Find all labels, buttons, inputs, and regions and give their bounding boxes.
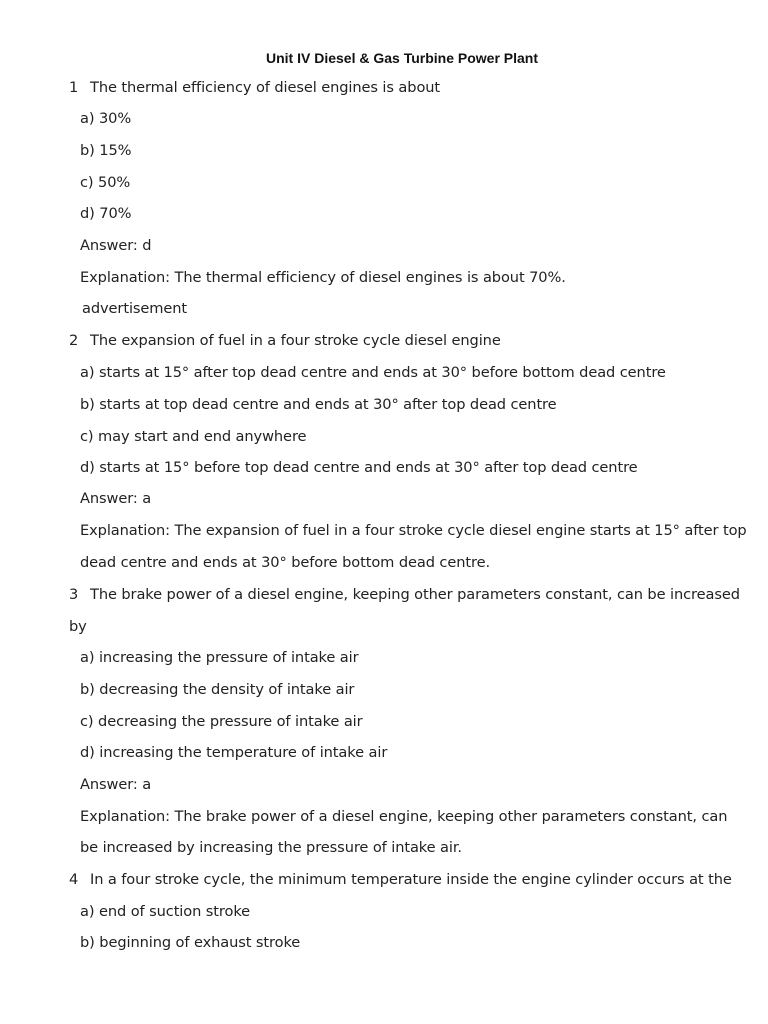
question-text: In a four stroke cycle, the minimum temperature inside the engine cylinder occurs at the [90,871,732,888]
question-number: 1 [69,79,79,96]
document-title: Unit IV Diesel & Gas Turbine Power Plant [265,50,539,66]
option-d: d) starts at 15° before top dead centre and ends at 30° after top dead centre [80,459,638,476]
question-text-continued: by [69,618,87,635]
option-c: c) may start and end anywhere [80,428,307,445]
option-b: b) 15% [80,142,132,159]
question-text: The expansion of fuel in a four stroke cycle diesel engine [90,332,501,349]
option-a: a) 30% [80,110,132,127]
question-2 [69,331,501,351]
option-a: a) starts at 15° after top dead centre and ends at 30° before bottom dead centre [80,364,666,381]
answer: Answer: a [80,490,152,507]
advertisement-label: advertisement [82,300,188,317]
option-d: d) increasing the temperature of intake air [80,744,388,761]
explanation-line: Explanation: The thermal efficiency of diesel engines is about 70%. [80,269,566,286]
question-1 [69,78,440,98]
answer: Answer: a [80,776,152,793]
option-a: a) increasing the pressure of intake air [80,649,359,666]
explanation-line: Explanation: The brake power of a diesel engine, keeping other parameters constant, can [80,808,728,825]
question-4 [69,870,732,890]
question-number: 3 [69,586,79,603]
question-number: 2 [69,332,79,349]
explanation-line: Explanation: The expansion of fuel in a four stroke cycle diesel engine starts at 15° after top [80,522,747,539]
explanation-line: dead centre and ends at 30° before bottom dead centre. [80,554,490,571]
question-number: 4 [69,871,79,888]
option-c: c) 50% [80,174,131,191]
option-d: d) 70% [80,205,132,222]
option-c: c) decreasing the pressure of intake air [80,713,363,730]
question-3 [69,585,740,605]
question-text: The brake power of a diesel engine, keeping other parameters constant, can be increased [90,586,740,603]
option-a: a) end of suction stroke [80,903,251,920]
option-b: b) decreasing the density of intake air [80,681,355,698]
explanation-line: be increased by increasing the pressure of intake air. [80,839,462,856]
option-b: b) starts at top dead centre and ends at 30° after top dead centre [80,396,557,413]
question-text: The thermal efficiency of diesel engines is about [90,79,441,96]
option-b: b) beginning of exhaust stroke [80,934,301,951]
answer: Answer: d [80,237,152,254]
